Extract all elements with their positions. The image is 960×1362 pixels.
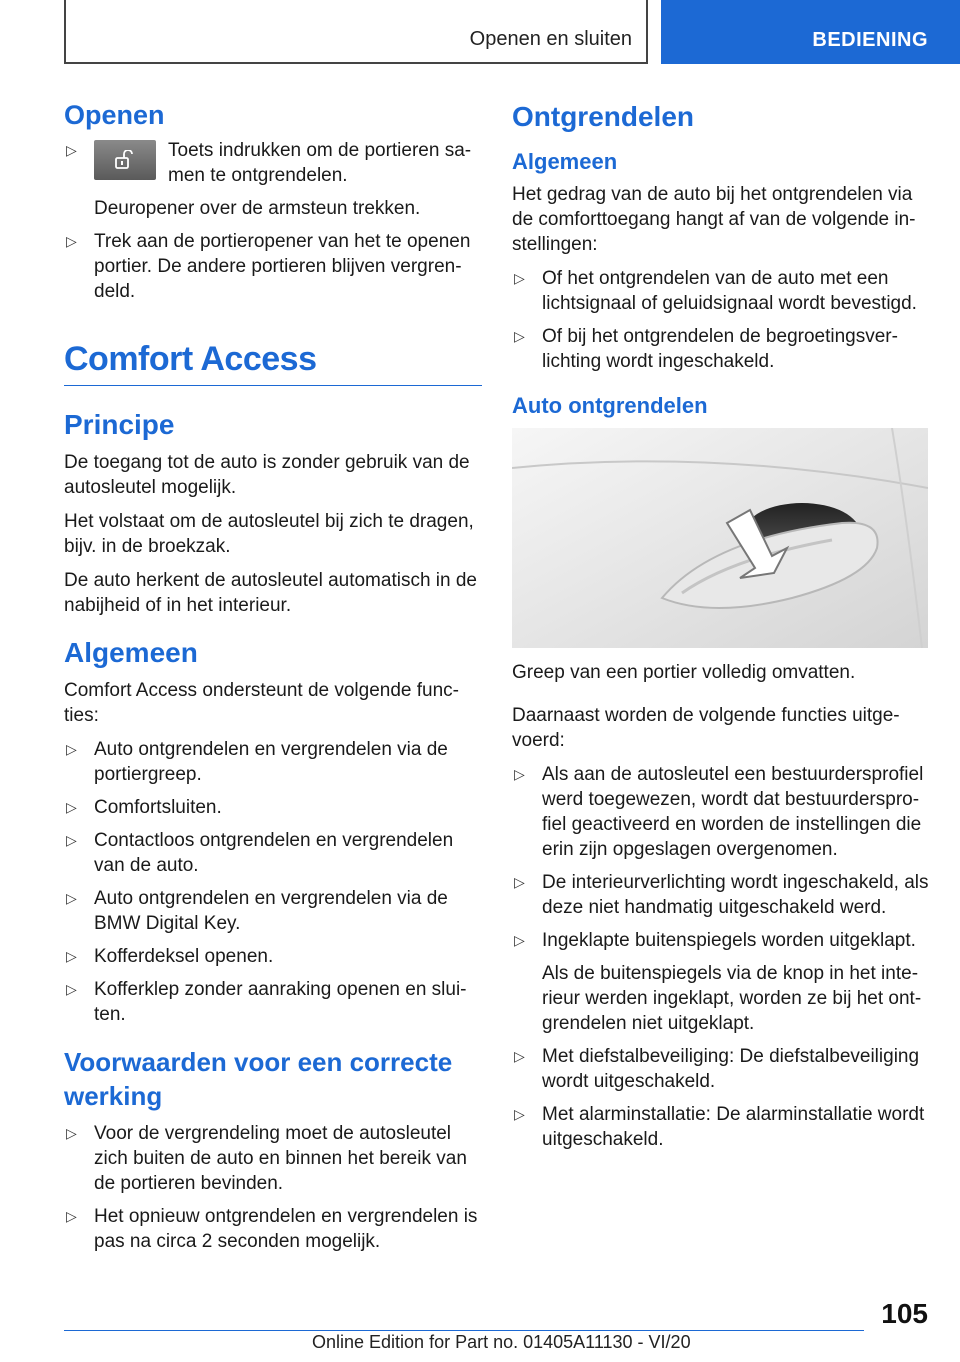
list-item: ▷ Als aan de autosleutel een bestuurdersprofiel werd toegewezen, wordt dat bestuurderspro-fiel geactiveerd en worden de instellingen die erin zijn opgeslagen overgenomen. xyxy=(514,764,924,860)
triangle-bullet-icon: ▷ xyxy=(66,233,77,249)
triangle-bullet-icon: ▷ xyxy=(514,766,525,782)
voorwaarden-heading: Voorwaarden voor een correcte werking xyxy=(64,1047,453,1111)
list-item: ▷ Kofferklep zonder aanraking openen en slui-ten. xyxy=(66,979,467,1025)
triangle-bullet-icon: ▷ xyxy=(66,832,77,848)
list-item: ▷ Comfortsluiten. xyxy=(66,797,222,818)
comfort-heading-block xyxy=(64,340,482,386)
triangle-bullet-icon: ▷ xyxy=(66,1208,77,1224)
comfort-access-heading: Comfort Access xyxy=(64,340,317,378)
algemeen-list xyxy=(64,737,482,1027)
triangle-bullet-icon: ▷ xyxy=(66,799,77,815)
openen-list xyxy=(64,138,482,304)
chapter-title: BEDIENING xyxy=(812,29,928,51)
list-item: ▷ Met diefstalbeveiliging: De diefstalbeveiliging wordt uitgeschakeld. xyxy=(514,1046,920,1092)
voorwaarden-list xyxy=(64,1121,482,1254)
unlock-key-icon xyxy=(94,140,156,180)
open-lock-icon xyxy=(110,150,140,170)
spiegel-subtext: Als de buitenspiegels via de knop in het inte-rieur werden ingeklapt, worden ze bij het ont-grendelen niet uitgeklapt. xyxy=(542,963,922,1034)
photo-caption: Greep van een portier volledig omvatten. xyxy=(512,662,856,683)
section-tab xyxy=(64,0,648,64)
door-handle-photo xyxy=(512,428,928,648)
page-number: 105 xyxy=(881,1298,928,1329)
daarnaast-list xyxy=(512,762,930,1152)
list-item: ▷ Of bij het ontgrendelen de begroetingsver-lichting wordt ingeschakeld. xyxy=(514,326,898,372)
triangle-bullet-icon: ▷ xyxy=(514,328,525,344)
triangle-bullet-icon: ▷ xyxy=(514,1106,525,1122)
list-item: ▷ Met alarminstallatie: De alarminstallatie wordt uitgeschakeld. xyxy=(514,1104,925,1150)
triangle-bullet-icon: ▷ xyxy=(66,142,77,158)
ontgrendelen-heading: Ontgrendelen xyxy=(512,101,695,132)
list-item: ▷ Voor de vergrendeling moet de autosleutel zich buiten de auto en binnen het bereik van de portieren bevinden. xyxy=(66,1123,467,1194)
openen-subtext: Deuropener over de armsteun trekken. xyxy=(94,198,421,219)
triangle-bullet-icon: ▷ xyxy=(66,741,77,757)
principe-text-1: De toegang tot de auto is zonder gebruik van de autosleutel mogelijk. xyxy=(64,452,470,498)
list-item xyxy=(64,138,482,221)
chapter-tab xyxy=(661,0,960,64)
triangle-bullet-icon: ▷ xyxy=(66,1125,77,1141)
list-item: ▷ Het opnieuw ontgrendelen en vergrendelen is pas na circa 2 seconden mogelijk. xyxy=(66,1206,478,1252)
ontgrendelen-text: Het gedrag van de auto bij het ontgrendelen via de comforttoegang hangt af van de volgende in-stellingen: xyxy=(512,184,916,255)
triangle-bullet-icon: ▷ xyxy=(514,1048,525,1064)
algemeen-subheading: Algemeen xyxy=(512,149,618,174)
list-item: ▷ Contactloos ontgrendelen en vergrendelen van de auto. xyxy=(66,830,454,876)
triangle-bullet-icon: ▷ xyxy=(66,981,77,997)
auto-ontgrendelen-heading: Auto ontgrendelen xyxy=(512,393,708,418)
principe-text-2: Het volstaat om de autosleutel bij zich te dragen, bijv. in de broekzak. xyxy=(64,511,474,557)
list-item: ▷ De interieurverlichting wordt ingeschakeld, als deze niet handmatig uitgeschakeld werd. xyxy=(514,872,929,918)
openen-heading: Openen xyxy=(64,100,165,130)
list-item: ▷ Ingeklapte buitenspiegels worden uitgeklapt. Als de buitenspiegels via de knop in het inte-rieur werden ingeklapt, worden ze bij het ont-grendelen niet uitgeklapt. xyxy=(512,928,930,1036)
principe-text-3: De auto herkent de autosleutel automatisch in de nabijheid of in het interieur. xyxy=(64,570,477,616)
triangle-bullet-icon: ▷ xyxy=(514,932,525,948)
page-header xyxy=(0,0,960,66)
door-handle-illustration xyxy=(512,428,928,648)
algemeen-text: Comfort Access ondersteunt de volgende func-ties: xyxy=(64,680,460,726)
list-item: ▷ Kofferdeksel openen. xyxy=(66,946,274,967)
principe-heading: Principe xyxy=(64,409,175,440)
right-column xyxy=(512,100,930,1160)
triangle-bullet-icon: ▷ xyxy=(66,890,77,906)
triangle-bullet-icon: ▷ xyxy=(514,874,525,890)
list-item: ▷ Of het ontgrendelen van de auto met een lichtsignaal of geluidsignaal wordt bevestigd. xyxy=(514,268,917,314)
daarnaast-text: Daarnaast worden de volgende functies uitge-voerd: xyxy=(512,705,900,751)
edition-text: Online Edition for Part no. 01405A11130 - VI/20 xyxy=(312,1332,691,1352)
algemeen-heading: Algemeen xyxy=(64,637,198,668)
ontgrendelen-list xyxy=(512,266,930,374)
triangle-bullet-icon: ▷ xyxy=(514,270,525,286)
list-item: ▷ Trek aan de portieropener van het te openen portier. De andere portieren blijven vergren-deld. xyxy=(66,231,471,302)
section-title: Openen en sluiten xyxy=(469,28,632,50)
footer-divider xyxy=(64,1330,864,1331)
left-column xyxy=(64,100,482,1262)
triangle-bullet-icon: ▷ xyxy=(66,948,77,964)
openen-item-text: Toets indrukken om de portieren sa-men te ontgrendelen. xyxy=(168,140,472,186)
list-item: ▷ Auto ontgrendelen en vergrendelen via de portiergreep. xyxy=(66,739,448,785)
list-item: ▷ Auto ontgrendelen en vergrendelen via de BMW Digital Key. xyxy=(66,888,448,934)
